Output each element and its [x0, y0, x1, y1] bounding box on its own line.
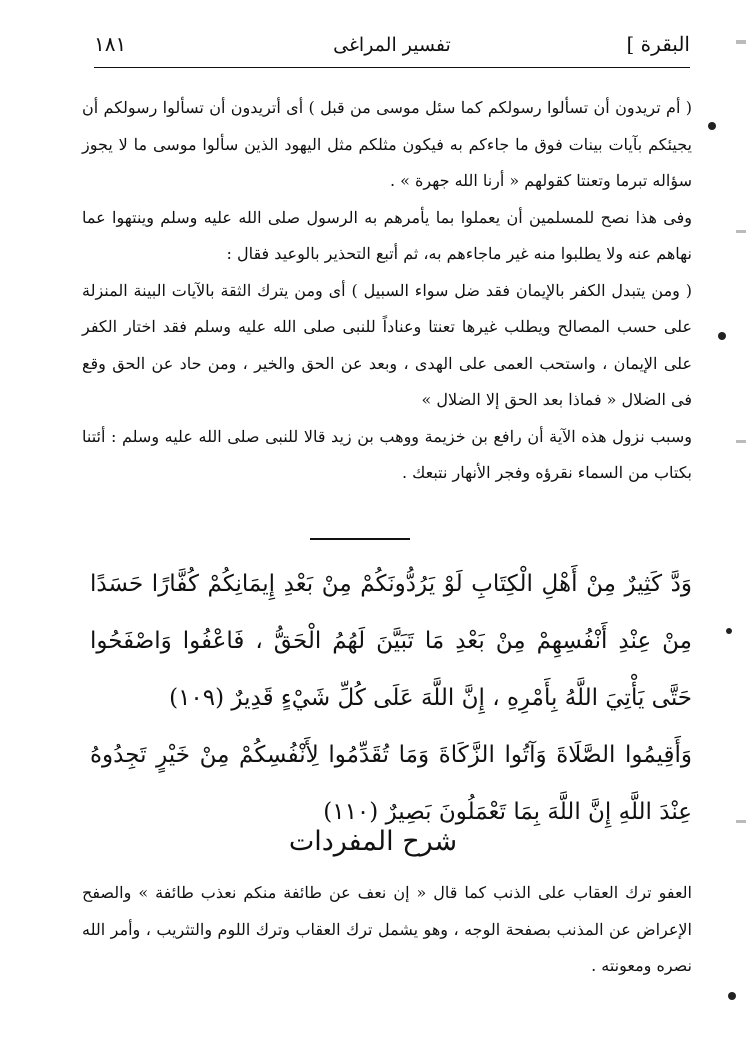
page-header [94, 30, 690, 64]
book-title: تفسير المراغى [333, 34, 451, 56]
page-number: ١٨١ [94, 32, 127, 56]
vocab-paragraph: العفو ترك العقاب على الذنب كما قال « إن نعف عن طائفة منكم نعذب طائفة » والصفح الإعراض عن المذنب بصفحة الوجه ، وهو يشمل ترك العقاب وترك اللوم والتثريب ، وأمر الله نصره ومعونته . [82, 883, 692, 975]
scan-edge [736, 820, 746, 823]
scan-speck [708, 122, 716, 130]
verse-110: وَأَقِيمُوا الصَّلَاةَ وَآتُوا الزَّكَاةَ وَمَا تُقَدِّمُوا لِأَنْفُسِكُمْ مِنْ خَيْرٍ تَجِدُوهُ عِنْدَ اللَّهِ إِنَّ اللَّهَ بِمَا تَعْمَلُونَ بَصِيرٌ (١١٠) [90, 742, 692, 825]
scan-speck [718, 332, 726, 340]
commentary-paragraph: وسبب نزول هذه الآية أن رافع بن خزيمة ووهب بن زيد قالا للنبى صلى الله عليه وسلم : أئتنا بكتاب من السماء نقرؤه وفجر الأنهار نتبعك . [82, 426, 692, 482]
header-rule [94, 67, 690, 68]
scan-edge [736, 230, 746, 233]
scan-edge [736, 440, 746, 443]
vocab-section [82, 875, 692, 985]
commentary-paragraph: ( ومن يتبدل الكفر بالإيمان فقد ضل سواء السبيل ) أى ومن يترك الثقة بالآيات البينة المنزلة على حسب المصالح ويطلب غيرها تعنتا وعناداً للنبى صلى الله عليه وسلم فقد اختار الكفر على الإيمان ، واستحب العمى على الهدى ، وبعد عن الحق والخير ، ومن حاد عن الحق وقع فى الضلال « فماذا بعد الحق إلا الضلال » [82, 280, 692, 409]
scan-speck [726, 628, 732, 634]
verse-109: وَدَّ كَثِيرٌ مِنْ أَهْلِ الْكِتَابِ لَوْ يَرُدُّونَكُمْ مِنْ بَعْدِ إِيمَانِكُمْ كُفَّارًا حَسَدًا مِنْ عِنْدِ أَنْفُسِهِمْ مِنْ بَعْدِ مَا تَبَيَّنَ لَهُمُ الْحَقُّ ، فَاعْفُوا وَاصْفَحُوا حَتَّى يَأْتِيَ اللَّهُ بِأَمْرِهِ ، إِنَّ اللَّهَ عَلَى كُلِّ شَيْءٍ قَدِيرٌ (١٠٩) [90, 571, 692, 711]
surah-name: البقرة ] [626, 32, 690, 56]
section-divider [310, 538, 410, 540]
vocab-heading: شرح المفردات [288, 826, 458, 857]
quran-verses [90, 556, 692, 841]
scan-edge [736, 40, 746, 44]
commentary-section [82, 90, 692, 492]
scan-speck [728, 992, 736, 1000]
commentary-paragraph: ( أم تريدون أن تسألوا رسولكم كما سئل موسى من قبل ) أى أتريدون أن تسألوا رسولكم أن يجيئكم بآيات بينات فوق ما جاءكم به فيكون مثلكم مثل اليهود الذين سألوا موسى ما لا يجوز سؤاله تبرما وتعنتا كقولهم « أرنا الله جهرة » . [82, 98, 692, 190]
commentary-paragraph: وفى هذا نصح للمسلمين أن يعملوا بما يأمرهم به الرسول صلى الله عليه وسلم وينتهوا عما نهاهم عنه ولا يطلبوا منه غير ماجاءهم به، ثم أتبع التحذير بالوعيد فقال : [82, 207, 692, 263]
